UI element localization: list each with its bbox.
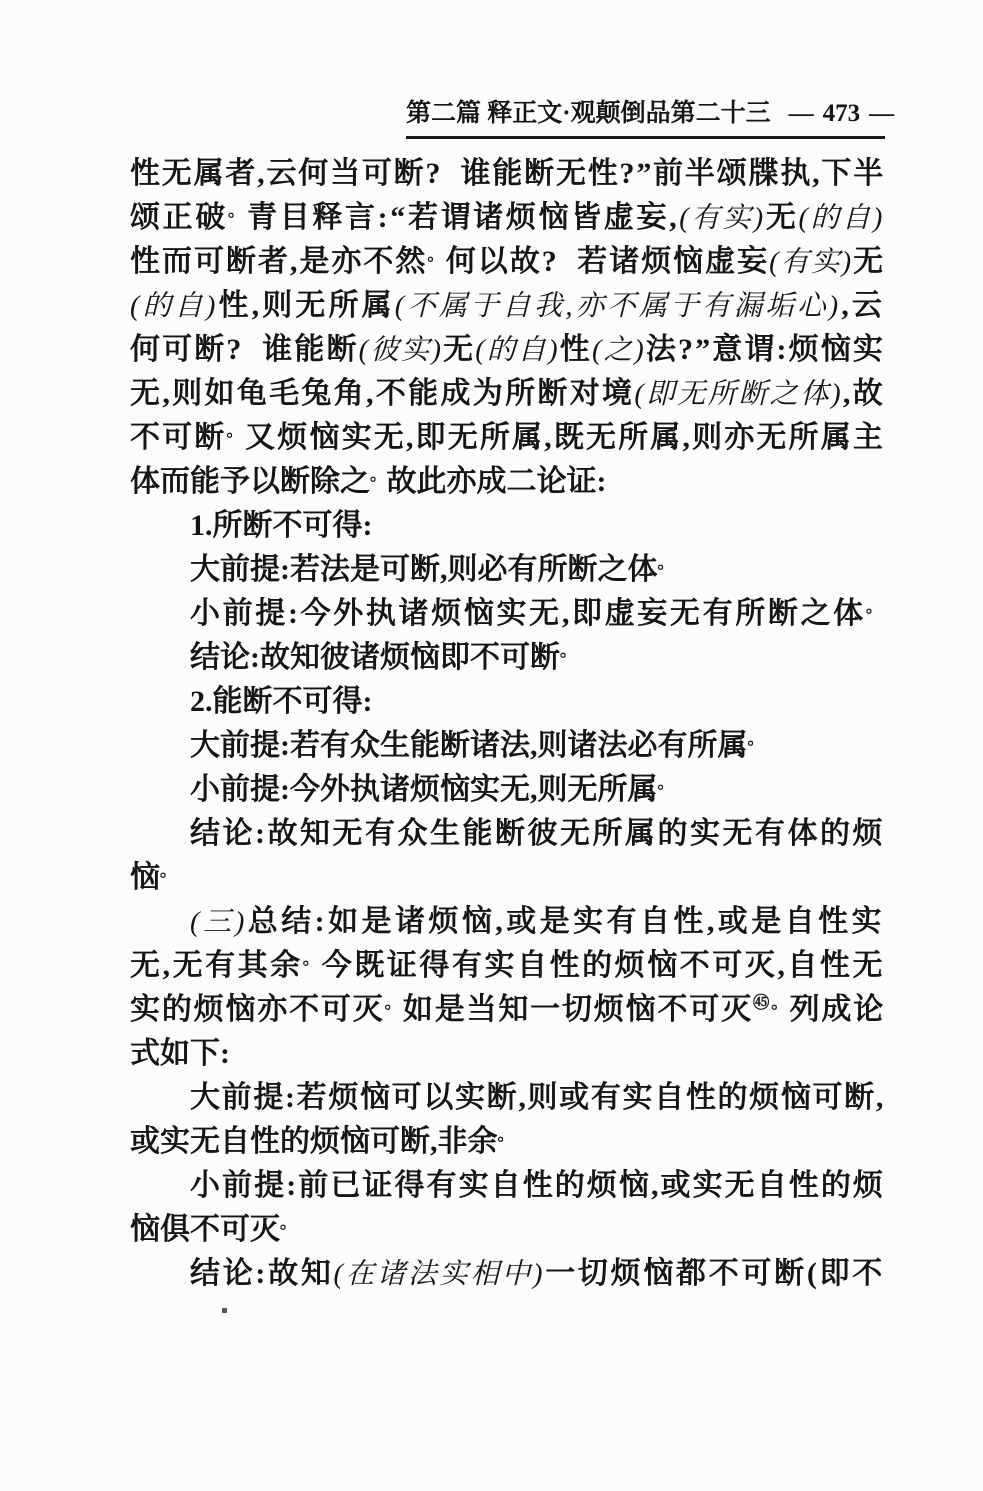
text-line: (三)总结:如是诸烦恼,或是实有自性,或是自性实 [190,905,885,938]
text-line: 大前提:若烦恼可以实断,则或有实自性的烦恼可断, [190,1081,885,1114]
text-line: 恼。 [130,861,177,894]
text-line: 小前提:前已证得有实自性的烦恼,或实无自性的烦 [190,1169,885,1202]
page-number-dash-left: — [788,100,814,127]
text-line: 无,则如龟毛兔角,不能成为所断对境(即无所断之体),故 [130,377,885,410]
text-line: 大前提:若有众生能断诸法,则诸法必有所属。 [190,729,764,762]
text-line: 结论:故知彼诸烦恼即不可断。 [190,641,577,674]
text-line: 小前提:今外执诸烦恼实无,则无所属。 [190,773,674,806]
text-line: 无,无有其余。今既证得有实自性的烦恼不可灭,自性无 [130,949,885,982]
text-line: 式如下: [130,1037,230,1070]
text-line: 体而能予以断除之。故此亦成二论证: [130,465,607,498]
body-text [130,152,885,1296]
text-line: 恼俱不可灭。 [130,1213,297,1246]
text-line: 性而可断者,是亦不然。何以故? 若诸烦恼虚妄(有实)无 [130,245,885,278]
text-line: 结论:故知(在诸法实相中)一切烦恼都不可断(即不 [190,1257,885,1290]
text-line: 或实无自性的烦恼可断,非余。 [130,1125,514,1158]
page-number-dash-right: — [869,100,895,127]
text-line: (的自)性,则无所属(不属于自我,亦不属于有漏垢心),云 [130,289,885,322]
text-line: 实的烦恼亦不可灭。如是当知一切烦恼不可灭$^{㊺。}$列成论 [130,993,885,1026]
text-line: 2.能断不可得: [190,685,373,718]
text-line: 性无属者,云何当可断? 谁能断无性?”前半颂牒执,下半 [130,157,885,190]
scan-speck [222,1308,227,1313]
page-number: 473 [822,100,861,127]
running-header [406,93,895,139]
text-line: 不可断。又烦恼实无,即无所属,既无所属,则亦无所属主 [130,421,885,454]
text-line: 何可断? 谁能断(彼实)无(的自)性(之)法?”意谓:烦恼实 [130,333,885,366]
header-chapter-title: 第二篇 释正文·观颠倒品第二十三 [406,100,771,127]
text-line: 大前提:若法是可断,则必有所断之体。 [190,553,674,586]
text-line: 结论:故知无有众生能断彼无所属的实无有体的烦 [190,817,885,850]
text-line: 颂正破。青目释言:“若谓诸烦恼皆虚妄,(有实)无(的自) [130,201,885,234]
page-number-group [789,100,895,128]
text-line: 1.所断不可得: [190,509,373,542]
text-line: 小前提:今外执诸烦恼实无,即虚妄无有所断之体。 [190,597,885,630]
